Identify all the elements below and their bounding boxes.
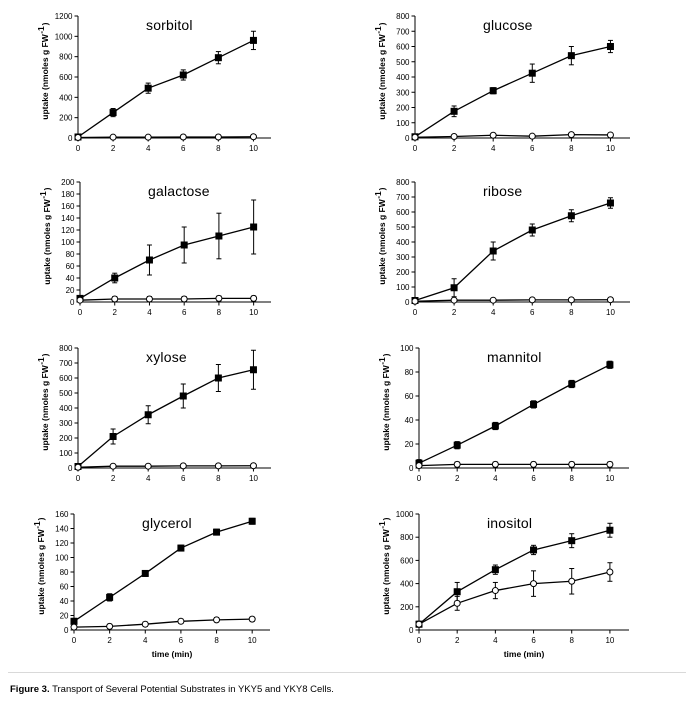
svg-text:700: 700 bbox=[396, 193, 410, 202]
svg-text:6: 6 bbox=[181, 474, 186, 483]
svg-text:160: 160 bbox=[55, 510, 69, 519]
svg-text:100: 100 bbox=[55, 553, 69, 563]
svg-text:600: 600 bbox=[396, 208, 410, 217]
svg-text:500: 500 bbox=[396, 57, 410, 67]
svg-text:10: 10 bbox=[249, 474, 258, 483]
svg-text:0: 0 bbox=[416, 636, 422, 645]
svg-text:400: 400 bbox=[400, 579, 414, 589]
svg-text:400: 400 bbox=[59, 404, 73, 413]
svg-text:2: 2 bbox=[454, 636, 460, 645]
svg-text:6: 6 bbox=[530, 144, 535, 153]
svg-text:400: 400 bbox=[396, 238, 410, 247]
svg-text:100: 100 bbox=[61, 238, 75, 247]
svg-text:0: 0 bbox=[71, 636, 77, 645]
svg-text:700: 700 bbox=[396, 27, 410, 37]
svg-text:80: 80 bbox=[404, 368, 414, 377]
svg-text:500: 500 bbox=[59, 389, 73, 398]
svg-text:2: 2 bbox=[107, 636, 112, 645]
chart-title-galactose: galactose bbox=[148, 183, 210, 199]
svg-text:800: 800 bbox=[59, 52, 73, 62]
chart-panel-glucose bbox=[347, 0, 694, 168]
svg-text:uptake (nmoles g FW: uptake (nmoles g FW bbox=[377, 199, 387, 285]
svg-text:600: 600 bbox=[59, 73, 73, 82]
svg-text:uptake (nmoles g FW: uptake (nmoles g FW bbox=[381, 365, 391, 451]
svg-text:-1: -1 bbox=[377, 357, 387, 365]
svg-text:0: 0 bbox=[416, 474, 422, 483]
svg-text:8: 8 bbox=[569, 308, 574, 317]
svg-text:800: 800 bbox=[396, 12, 410, 21]
chart-panel-glycerol bbox=[0, 500, 347, 666]
svg-text:0: 0 bbox=[409, 464, 414, 473]
svg-text:0: 0 bbox=[412, 144, 418, 153]
svg-text:300: 300 bbox=[396, 253, 410, 262]
chart-panel-ribose bbox=[347, 168, 694, 334]
svg-text:2: 2 bbox=[112, 308, 117, 317]
svg-text:0: 0 bbox=[77, 308, 83, 317]
svg-text:): ) bbox=[381, 517, 391, 521]
chart-title-inositol: inositol bbox=[487, 515, 533, 531]
chart-panel-sorbitol bbox=[0, 0, 347, 168]
svg-text:10: 10 bbox=[605, 474, 615, 483]
svg-text:1000: 1000 bbox=[54, 32, 73, 42]
svg-text:600: 600 bbox=[400, 556, 414, 566]
svg-text:120: 120 bbox=[55, 539, 69, 548]
chart-title-mannitol: mannitol bbox=[487, 349, 542, 365]
svg-text:2: 2 bbox=[110, 474, 116, 483]
svg-text:2: 2 bbox=[110, 144, 116, 153]
svg-text:1000: 1000 bbox=[395, 510, 414, 519]
svg-text:2: 2 bbox=[454, 474, 460, 483]
svg-text:0: 0 bbox=[405, 134, 410, 143]
svg-text:): ) bbox=[377, 22, 387, 26]
svg-text:uptake (nmoles g FW: uptake (nmoles g FW bbox=[40, 34, 50, 120]
svg-text:uptake (nmoles g FW: uptake (nmoles g FW bbox=[36, 529, 46, 615]
svg-text:140: 140 bbox=[61, 214, 75, 223]
svg-text:10: 10 bbox=[249, 144, 258, 153]
svg-text:6: 6 bbox=[181, 144, 186, 153]
svg-text:40: 40 bbox=[404, 416, 414, 425]
svg-text:8: 8 bbox=[569, 144, 574, 153]
svg-text:-1: -1 bbox=[373, 26, 383, 34]
svg-text:): ) bbox=[40, 353, 50, 357]
caption-divider bbox=[8, 672, 686, 673]
svg-text:6: 6 bbox=[531, 636, 536, 645]
svg-text:): ) bbox=[40, 22, 50, 26]
svg-text:8: 8 bbox=[216, 144, 221, 153]
svg-text:-1: -1 bbox=[36, 26, 46, 34]
svg-text:200: 200 bbox=[396, 103, 410, 113]
svg-text:40: 40 bbox=[59, 597, 69, 606]
svg-text:1200: 1200 bbox=[54, 12, 73, 21]
svg-text:time (min): time (min) bbox=[503, 649, 545, 659]
svg-text:300: 300 bbox=[396, 88, 410, 98]
svg-text:): ) bbox=[42, 187, 52, 191]
svg-text:8: 8 bbox=[214, 636, 219, 645]
svg-text:700: 700 bbox=[59, 359, 73, 368]
svg-text:100: 100 bbox=[396, 283, 410, 292]
svg-text:20: 20 bbox=[65, 286, 75, 295]
chart-title-ribose: ribose bbox=[483, 183, 523, 199]
figure-caption bbox=[10, 684, 334, 696]
svg-text:100: 100 bbox=[400, 344, 414, 353]
figure-caption-label: Figure 3. bbox=[10, 684, 50, 695]
svg-text:): ) bbox=[377, 187, 387, 191]
chart-title-glucose: glucose bbox=[483, 17, 533, 33]
svg-text:0: 0 bbox=[412, 308, 418, 317]
svg-text:400: 400 bbox=[59, 93, 73, 103]
svg-text:0: 0 bbox=[75, 144, 81, 153]
svg-text:6: 6 bbox=[530, 308, 535, 317]
svg-text:80: 80 bbox=[65, 250, 75, 259]
svg-text:-1: -1 bbox=[32, 521, 42, 529]
svg-text:4: 4 bbox=[493, 474, 498, 483]
svg-text:8: 8 bbox=[216, 474, 221, 483]
svg-text:2: 2 bbox=[451, 144, 457, 153]
svg-text:140: 140 bbox=[55, 524, 69, 534]
chart-panel-galactose bbox=[0, 168, 347, 334]
svg-text:400: 400 bbox=[396, 73, 410, 82]
svg-text:uptake (nmoles g FW: uptake (nmoles g FW bbox=[381, 529, 391, 615]
svg-text:800: 800 bbox=[396, 178, 410, 187]
figure-caption-text: Transport of Several Potential Substrates in YKY5 and YKY8 Cells. bbox=[52, 684, 334, 695]
svg-text:-1: -1 bbox=[373, 191, 383, 199]
svg-text:uptake (nmoles g FW: uptake (nmoles g FW bbox=[42, 199, 52, 285]
svg-text:4: 4 bbox=[143, 636, 148, 645]
svg-text:300: 300 bbox=[59, 419, 73, 428]
chart-panel-xylose bbox=[0, 334, 347, 500]
svg-text:200: 200 bbox=[61, 178, 75, 187]
svg-text:10: 10 bbox=[247, 636, 257, 645]
svg-text:0: 0 bbox=[75, 474, 81, 483]
svg-text:40: 40 bbox=[65, 274, 75, 283]
svg-text:180: 180 bbox=[61, 190, 75, 199]
svg-text:0: 0 bbox=[64, 626, 69, 635]
svg-text:800: 800 bbox=[400, 533, 414, 543]
svg-text:20: 20 bbox=[404, 440, 414, 449]
svg-text:200: 200 bbox=[59, 113, 73, 123]
chart-title-sorbitol: sorbitol bbox=[146, 17, 193, 33]
svg-text:8: 8 bbox=[216, 308, 222, 317]
svg-text:): ) bbox=[381, 353, 391, 357]
svg-text:60: 60 bbox=[59, 582, 69, 592]
svg-text:time (min): time (min) bbox=[151, 649, 193, 659]
svg-text:60: 60 bbox=[65, 262, 75, 271]
svg-text:8: 8 bbox=[569, 474, 574, 483]
svg-text:120: 120 bbox=[61, 226, 75, 235]
svg-text:6: 6 bbox=[181, 308, 187, 317]
svg-text:4: 4 bbox=[145, 144, 151, 153]
svg-text:8: 8 bbox=[569, 636, 574, 645]
svg-text:2: 2 bbox=[451, 308, 457, 317]
svg-text:-1: -1 bbox=[377, 521, 387, 529]
svg-text:100: 100 bbox=[59, 449, 73, 458]
svg-text:600: 600 bbox=[59, 374, 73, 383]
svg-text:4: 4 bbox=[147, 308, 152, 317]
svg-text:200: 200 bbox=[396, 268, 410, 277]
svg-text:60: 60 bbox=[404, 392, 414, 401]
svg-text:10: 10 bbox=[249, 308, 259, 317]
svg-text:200: 200 bbox=[59, 434, 73, 443]
svg-text:10: 10 bbox=[606, 144, 615, 153]
svg-text:0: 0 bbox=[409, 626, 414, 635]
chart-panel-inositol bbox=[347, 500, 694, 666]
svg-text:10: 10 bbox=[605, 636, 615, 645]
svg-text:-1: -1 bbox=[38, 191, 48, 199]
svg-text:0: 0 bbox=[405, 298, 410, 307]
svg-text:6: 6 bbox=[531, 474, 536, 483]
svg-text:4: 4 bbox=[493, 636, 498, 645]
svg-text:160: 160 bbox=[61, 202, 75, 211]
svg-text:20: 20 bbox=[59, 611, 69, 621]
chart-title-xylose: xylose bbox=[146, 349, 187, 365]
chart-panel-mannitol bbox=[347, 334, 694, 500]
svg-text:100: 100 bbox=[396, 118, 410, 128]
svg-text:200: 200 bbox=[400, 602, 414, 612]
svg-text:uptake (nmoles g FW: uptake (nmoles g FW bbox=[377, 34, 387, 120]
svg-text:4: 4 bbox=[490, 144, 496, 153]
svg-text:10: 10 bbox=[606, 308, 615, 317]
svg-text:6: 6 bbox=[178, 636, 184, 645]
svg-text:80: 80 bbox=[59, 568, 69, 577]
svg-text:4: 4 bbox=[145, 474, 151, 483]
svg-text:800: 800 bbox=[59, 344, 73, 353]
svg-text:4: 4 bbox=[490, 308, 496, 317]
svg-text:): ) bbox=[36, 517, 46, 521]
svg-text:uptake (nmoles g FW: uptake (nmoles g FW bbox=[40, 365, 50, 451]
svg-text:-1: -1 bbox=[36, 357, 46, 365]
chart-title-glycerol: glycerol bbox=[142, 515, 192, 531]
svg-text:500: 500 bbox=[396, 223, 410, 232]
svg-text:0: 0 bbox=[70, 298, 75, 307]
svg-text:0: 0 bbox=[68, 464, 73, 473]
svg-text:0: 0 bbox=[68, 134, 73, 143]
svg-text:600: 600 bbox=[396, 42, 410, 52]
